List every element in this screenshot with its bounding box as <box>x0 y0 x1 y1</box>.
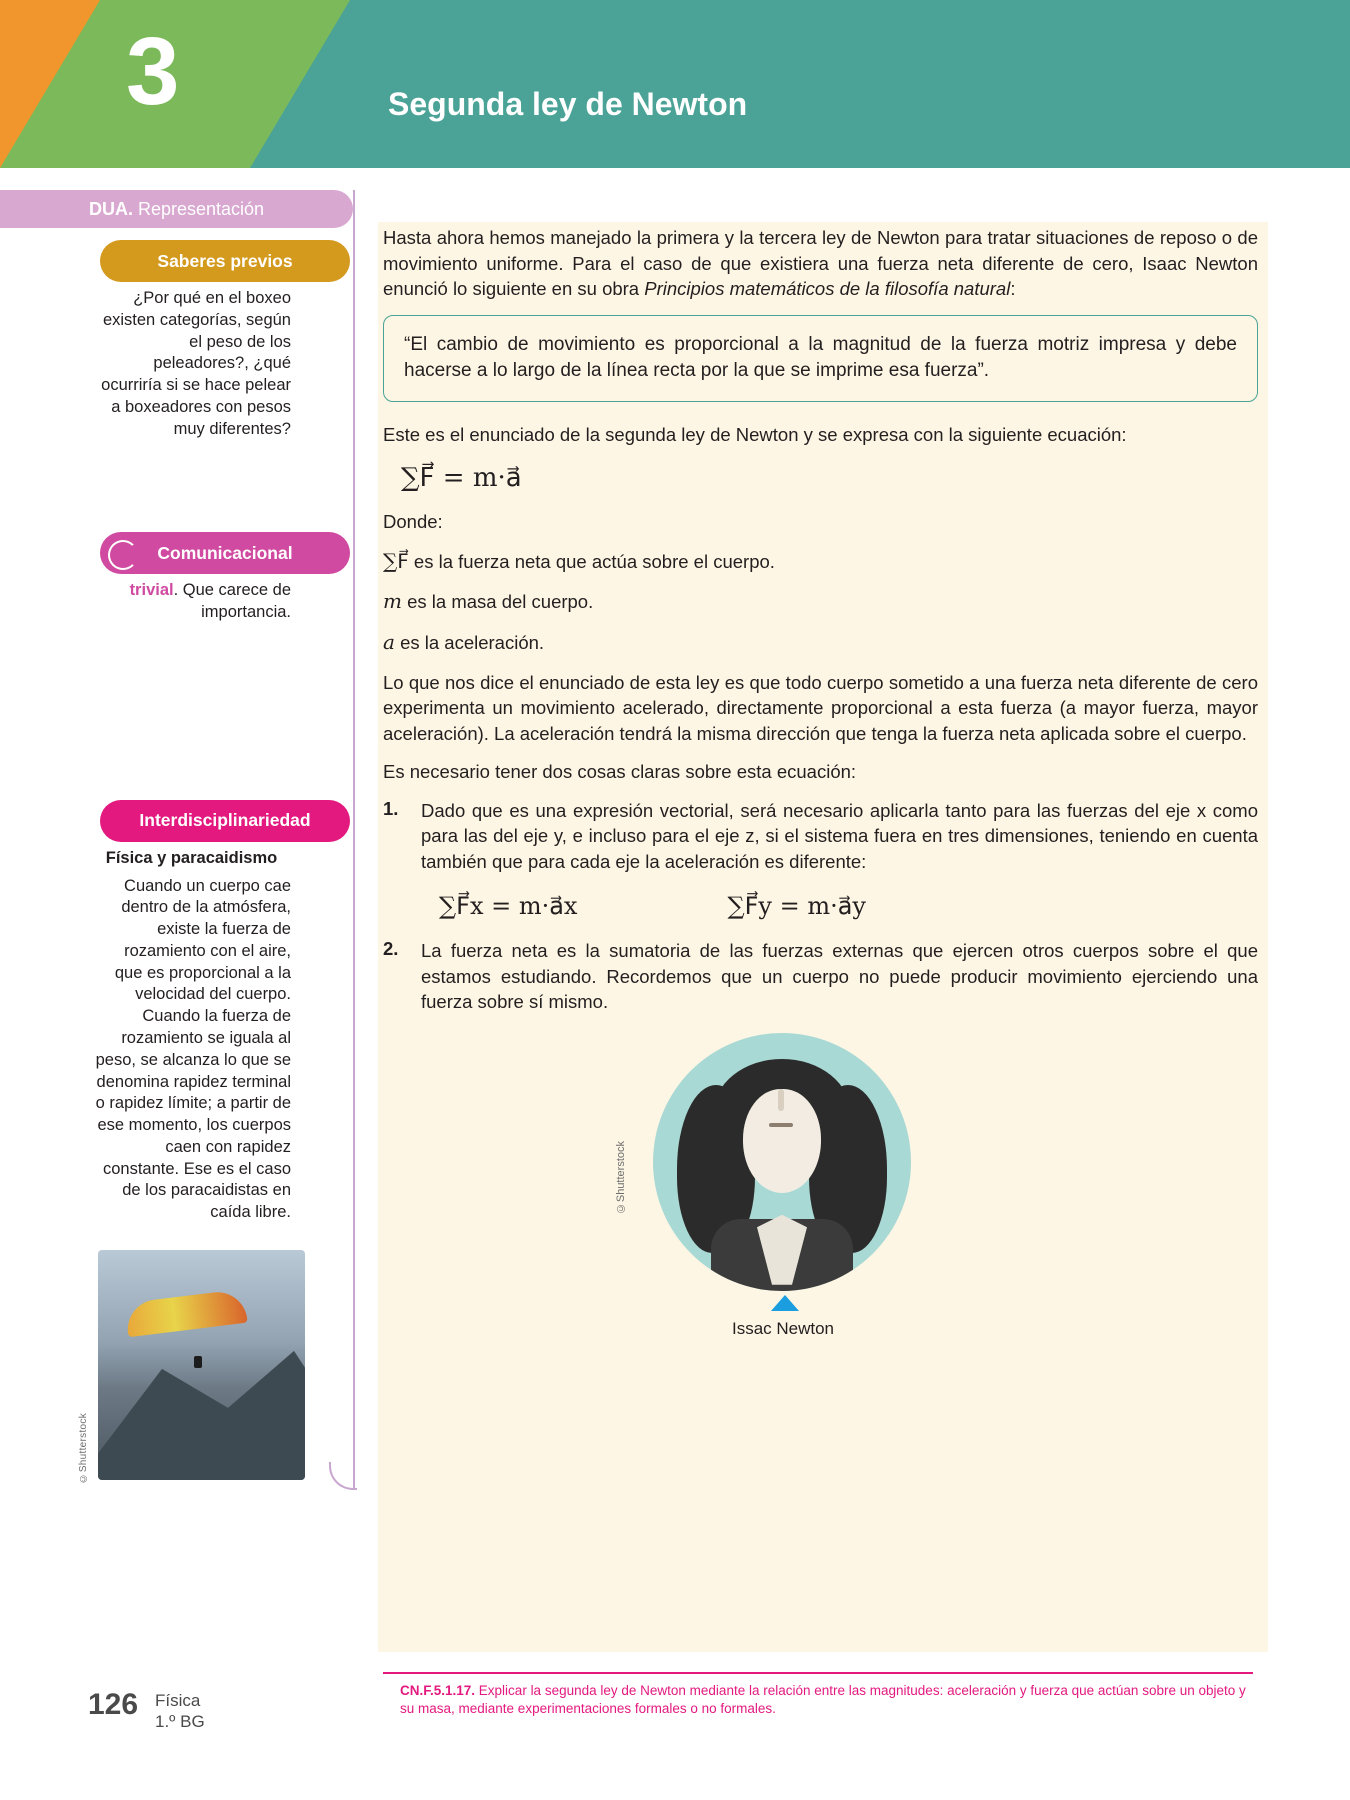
after-quote-paragraph: Este es el enunciado de la segunda ley de Newton y se expresa con la siguiente ecuación: <box>383 423 1127 445</box>
curriculum-description: Explicar la segunda ley de Newton mediante la relación entre las magnitudes: aceleración y fuerza que actúan sobre un objeto y su masa, mediante experimentaciones formales o no formales. <box>400 1683 1246 1716</box>
page-footer-label <box>155 1690 205 1733</box>
glossary-term: trivial <box>129 581 174 600</box>
page-title: Segunda ley de Newton <box>388 86 748 122</box>
list-item <box>383 798 1258 875</box>
newton-portrait-image <box>653 1033 911 1291</box>
nose-shape <box>778 1089 784 1111</box>
dos-cosas-paragraph: Es necesario tener dos cosas claras sobre esta ecuación: <box>383 761 857 783</box>
mouth-shape <box>769 1123 793 1127</box>
eye-left-shape <box>761 1075 771 1081</box>
sidebar-paragraph: Cuando un cuerpo cae dentro de la atmósfera, existe la fuerza de rozamiento con el aire, que es proporcional a la velocidad del cuerpo. Cuando la fuerza de rozamiento se iguala al peso, se alcanza lo que se denomina rapidez terminal o rapidez límite; a partir de ese momento, los cuerpos caen con rapidez constante. Ese es el caso de los paracaidistas en caída libre. <box>95 876 291 1222</box>
list-item-number: 1. <box>383 797 399 819</box>
equation-components-row <box>439 892 1258 920</box>
sidebar-block-saberes <box>0 240 360 456</box>
symbol-a: a <box>383 629 395 654</box>
symbol-m: m <box>383 589 402 614</box>
curriculum-code: CN.F.5.1.17. <box>400 1683 476 1698</box>
intro-part-2: : <box>1010 278 1016 300</box>
sidebar-pill-saberes: Saberes previos <box>100 240 350 282</box>
definition-2 <box>383 588 1258 616</box>
paraglider-photo <box>98 1250 305 1480</box>
list-item-number: 2. <box>383 938 399 960</box>
page-header <box>0 0 1350 168</box>
list-item-text: La fuerza neta es la sumatoria de las fuerzas externas que ejercen otros cuerpos sobre el que estamos estudiando. Recordemos que un cuerpo no puede producir movimiento ejerciendo una fuerza sobre sí mismo. <box>421 940 1258 1013</box>
photo-credit: ©Shutterstock <box>78 1413 89 1484</box>
sidebar-text-comunicacional <box>78 566 305 640</box>
sidebar-block-interdisciplinariedad <box>0 800 360 1484</box>
page-number: 126 <box>88 1688 139 1721</box>
subject-label: Física <box>155 1691 201 1710</box>
grade-label: 1.º BG <box>155 1712 205 1732</box>
newton-portrait-block <box>383 1033 1258 1338</box>
newton-image-credit: ©Shutterstock <box>615 1140 627 1214</box>
equation-y: ∑F⃗y = m·a⃗y <box>727 892 866 921</box>
sidebar-pill-comunicacional: Comunicacional <box>100 532 350 574</box>
definition-1 <box>383 548 1258 576</box>
equation-main: ∑F⃗ = m·a⃗ <box>401 463 522 494</box>
sidebar-text-interdisciplinariedad <box>78 834 305 1240</box>
symbol-sum-f: ∑F⃗ <box>383 548 409 573</box>
curriculum-code-block <box>400 1682 1250 1718</box>
list-item-text: Dado que es una expresión vectorial, será necesario aplicarla tanto para las fuerzas del eje x como para las del eje y, e incluso para el eje z, si el sistema fuera en tres dimensiones, teniendo en cuenta también que para cada eje la aceleración es diferente: <box>421 799 1258 872</box>
newton-quote-box: “El cambio de movimiento es proporcional a la magnitud de la fuerza motriz impresa y debe hacerse a lo largo de la línea recta por la que se imprime esa fuerza”. <box>383 315 1258 402</box>
list-item <box>383 938 1258 1015</box>
eye-right-shape <box>791 1075 801 1081</box>
sidebar-block-comunicacional <box>0 532 360 640</box>
newton-caption: Issac Newton <box>731 1318 835 1338</box>
dua-label-bold: DUA. <box>88 198 133 219</box>
sidebar-pill-interdisciplinariedad: Interdisciplinariedad <box>100 800 350 842</box>
definition-1-text: es la fuerza neta que actúa sobre el cuerpo. <box>413 550 775 572</box>
parachute-shape <box>124 1289 247 1337</box>
main-content <box>383 225 1258 1338</box>
parachutist-shape <box>194 1356 202 1368</box>
definition-3-text: es la aceleración. <box>400 631 545 653</box>
sidebar <box>0 240 360 1490</box>
donde-label: Donde: <box>383 511 443 533</box>
glossary-definition: . Que carece de importancia. <box>173 581 291 622</box>
footer-divider <box>383 1672 1253 1674</box>
ley-paragraph: Lo que nos dice el enunciado de esta ley es que todo cuerpo sometido a una fuerza neta diferente de cero experimenta un movimiento acelerado, directamente proporcional a esta fuerza (a mayor fuerza, mayor aceleración). La aceleración tendrá la misma dirección que tenga la fuerza neta aplicada sobre el cuerpo. <box>383 671 1258 744</box>
definition-3 <box>383 629 1258 657</box>
definition-2-text: es la masa del cuerpo. <box>407 591 594 613</box>
sidebar-text-saberes: ¿Por qué en el boxeo existen categorías, según el peso de los peleadores?, ¿qué ocurriría si se hace pelear a boxeadores con pesos muy diferentes? <box>78 274 305 456</box>
equation-x: ∑F⃗x = m·a⃗x <box>439 892 578 921</box>
caption-pointer-icon <box>771 1295 799 1311</box>
sidebar-subtitle: Física y paracaidismo <box>105 848 278 867</box>
chapter-number: 3 <box>126 18 180 125</box>
intro-book-title: Principios matemáticos de la filosofía natural <box>644 278 1011 300</box>
dua-badge <box>0 190 353 228</box>
intro-paragraph <box>383 225 1258 302</box>
intro-part-1: Hasta ahora hemos manejado la primera y la tercera ley de Newton para tratar situaciones de reposo o de movimiento uniforme. Para el caso de que existiera una fuerza neta diferente de cero, Isaac Newton enunció lo siguiente en su obra <box>383 227 1258 300</box>
dua-label-rest: Representación <box>137 198 265 219</box>
mountain-shape <box>98 1330 305 1480</box>
